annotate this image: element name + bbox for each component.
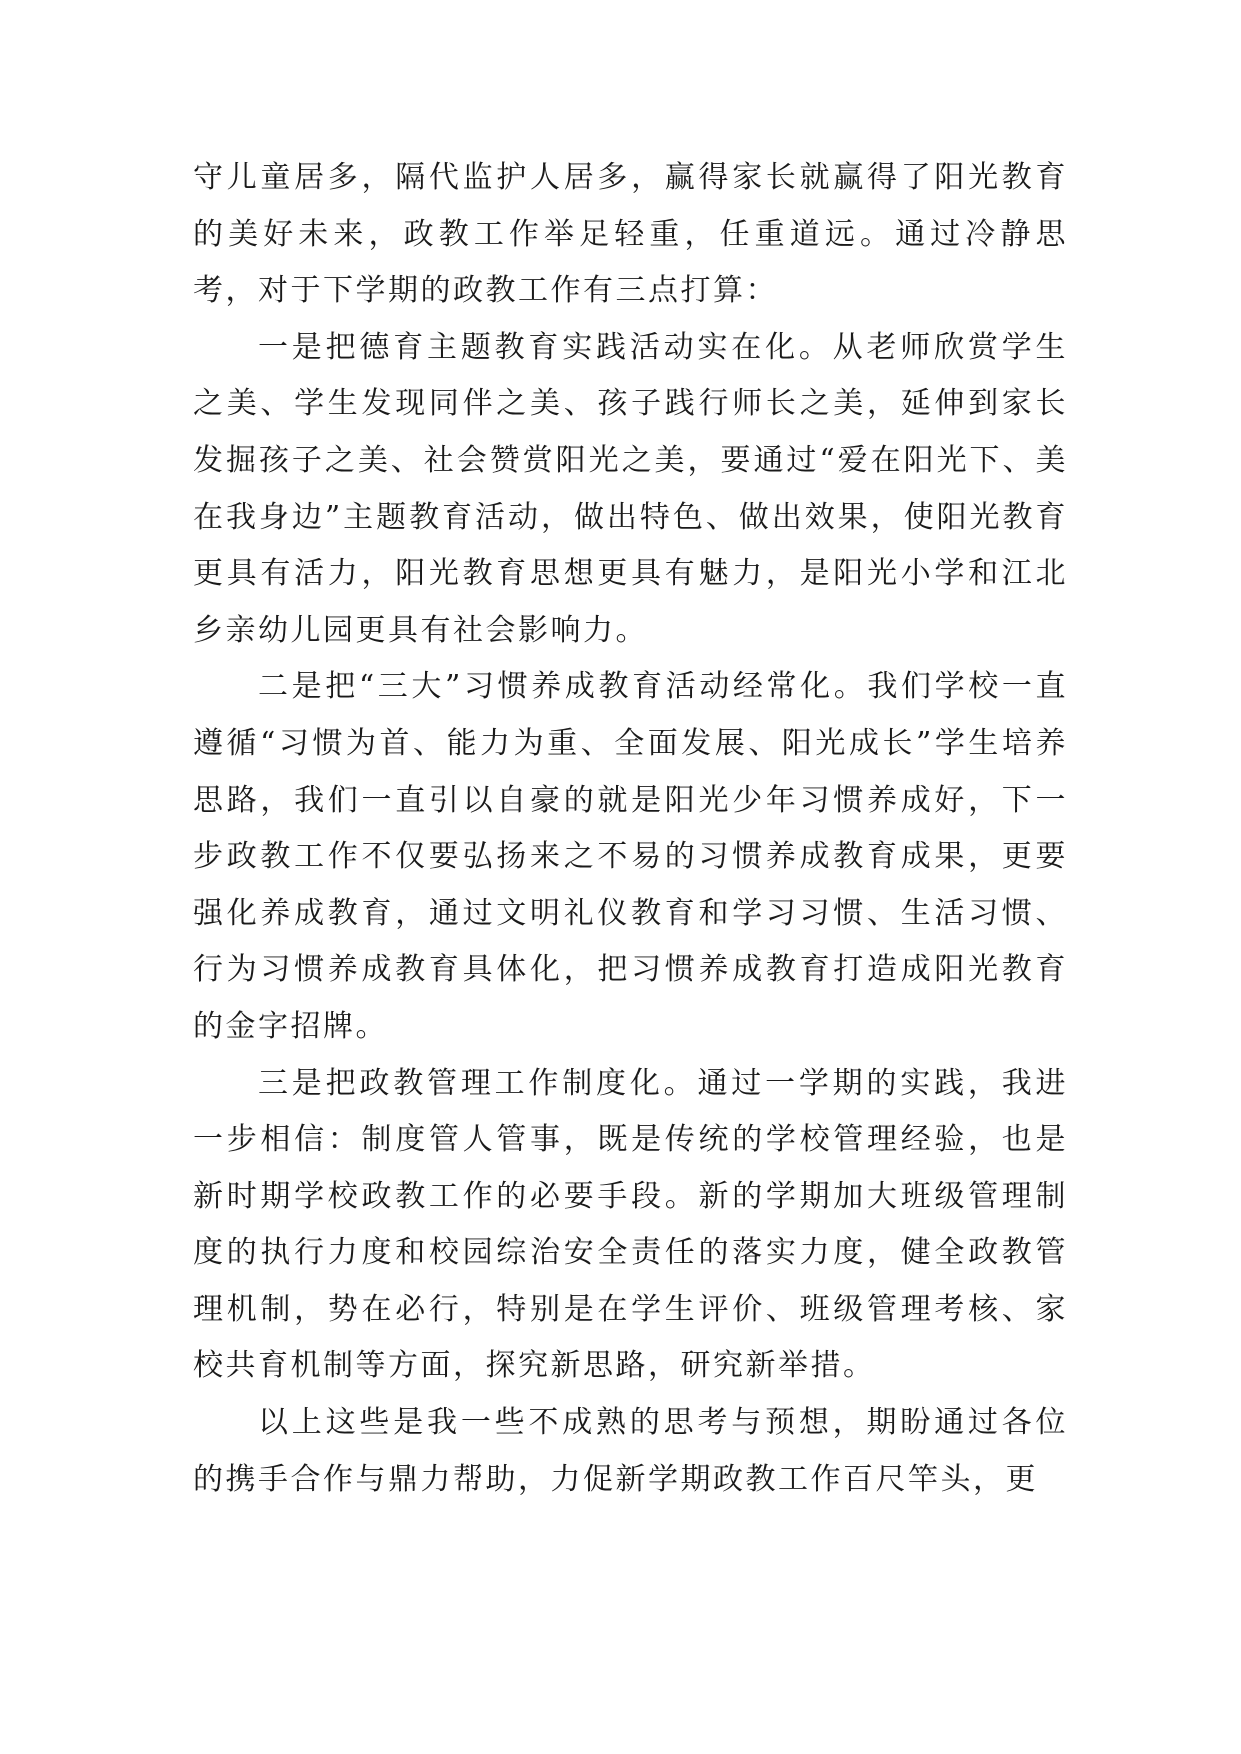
paragraph-habit-formation: 二是把“三大”习惯养成教育活动经常化。我们学校一直遵循“习惯为首、能力为重、全面发展、阳光成长”学生培养思路，我们一直引以自豪的就是阳光少年习惯养成好，下一步政教工作不仅要弘扬来之不易的习惯养成教育成果，更要强化养成教育，通过文明礼仪教育和学习习惯、生活习惯、行为习惯养成教育具体化，把习惯养成教育打造成阳光教育的金字招牌。	[193, 669, 1068, 1044]
paragraph-moral-education: 一是把德育主题教育实践活动实在化。从老师欣赏学生之美、学生发现同伴之美、孩子践行师长之美，延伸到家长发掘孩子之美、社会赞赏阳光之美，要通过“爱在阳光下、美在我身边”主题教育活动，做出特色、做出效果，使阳光教育更具有活力，阳光教育思想更具有魅力，是阳光小学和江北乡亲幼儿园更具有社会影响力。	[193, 329, 1068, 648]
paragraph-continuation: 守儿童居多，隔代监护人居多，赢得家长就赢得了阳光教育的美好未来，政教工作举足轻重，任重道远。通过冷静思考，对于下学期的政教工作有三点打算：	[193, 160, 1068, 309]
document-body	[193, 150, 1068, 1508]
paragraph-management-system: 三是把政教管理工作制度化。通过一学期的实践，我进一步相信：制度管人管事，既是传统的学校管理经验，也是新时期学校政教工作的必要手段。新的学期加大班级管理制度的执行力度和校园综治安全责任的落实力度，健全政教管理机制，势在必行，特别是在学生评价、班级管理考核、家校共育机制等方面，探究新思路，研究新举措。	[193, 1065, 1068, 1384]
paragraph-closing: 以上这些是我一些不成熟的思考与预想，期盼通过各位的携手合作与鼎力帮助，力促新学期政教工作百尺竿头，更	[193, 1405, 1068, 1497]
